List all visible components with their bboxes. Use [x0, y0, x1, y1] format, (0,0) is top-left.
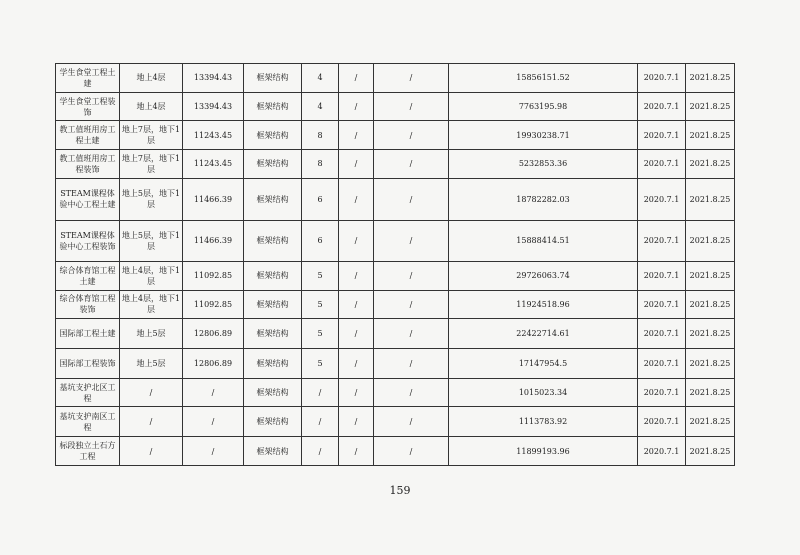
project-name-cell: 基坑支护北区工程: [56, 378, 120, 407]
start-date-cell: 2020.7.1: [638, 220, 686, 261]
col7-cell: /: [374, 150, 449, 179]
floors-cell: 地上7层，地下1层: [120, 121, 183, 150]
end-date-cell: 2021.8.25: [686, 261, 735, 290]
structure-cell: 框架结构: [244, 378, 302, 407]
project-name-cell: 标段独立土石方工程: [56, 437, 120, 466]
area-cell: 13394.43: [183, 64, 244, 93]
project-name-cell: STEAM课程体验中心工程土建: [56, 178, 120, 220]
amount-cell: 1113783.92: [449, 407, 638, 437]
project-table: [55, 63, 735, 466]
structure-cell: 框架结构: [244, 64, 302, 93]
floors-cell: 地上5层，地下1层: [120, 178, 183, 220]
area-cell: 12806.89: [183, 349, 244, 379]
table-row: [56, 261, 735, 290]
project-name-cell: 综合体育馆工程装饰: [56, 290, 120, 319]
project-name-cell: 综合体育馆工程土建: [56, 261, 120, 290]
start-date-cell: 2020.7.1: [638, 378, 686, 407]
area-cell: 11243.45: [183, 150, 244, 179]
area-cell: 11092.85: [183, 290, 244, 319]
project-name-cell: 学生食堂工程土建: [56, 64, 120, 93]
col7-cell: /: [374, 121, 449, 150]
end-date-cell: 2021.8.25: [686, 92, 735, 121]
col6-cell: /: [339, 261, 374, 290]
amount-cell: 15888414.51: [449, 220, 638, 261]
project-name-cell: 教工值班用房工程土建: [56, 121, 120, 150]
count-cell: /: [302, 437, 339, 466]
col7-cell: /: [374, 261, 449, 290]
area-cell: /: [183, 378, 244, 407]
area-cell: 12806.89: [183, 319, 244, 349]
floors-cell: 地上7层，地下1层: [120, 150, 183, 179]
table-row: [56, 64, 735, 93]
count-cell: 4: [302, 92, 339, 121]
area-cell: 11466.39: [183, 178, 244, 220]
floors-cell: /: [120, 378, 183, 407]
col7-cell: /: [374, 407, 449, 437]
amount-cell: 22422714.61: [449, 319, 638, 349]
col6-cell: /: [339, 121, 374, 150]
project-name-cell: 教工值班用房工程装饰: [56, 150, 120, 179]
end-date-cell: 2021.8.25: [686, 407, 735, 437]
table-row: [56, 290, 735, 319]
floors-cell: /: [120, 407, 183, 437]
count-cell: 5: [302, 261, 339, 290]
area-cell: 11466.39: [183, 220, 244, 261]
col7-cell: /: [374, 64, 449, 93]
structure-cell: 框架结构: [244, 290, 302, 319]
floors-cell: 地上4层，地下1层: [120, 261, 183, 290]
col7-cell: /: [374, 178, 449, 220]
table-row: [56, 319, 735, 349]
floors-cell: 地上5层: [120, 319, 183, 349]
end-date-cell: 2021.8.25: [686, 178, 735, 220]
structure-cell: 框架结构: [244, 319, 302, 349]
end-date-cell: 2021.8.25: [686, 319, 735, 349]
col7-cell: /: [374, 378, 449, 407]
col6-cell: /: [339, 92, 374, 121]
structure-cell: 框架结构: [244, 437, 302, 466]
table-row: [56, 92, 735, 121]
amount-cell: 19930238.71: [449, 121, 638, 150]
table-row: [56, 407, 735, 437]
count-cell: /: [302, 378, 339, 407]
col7-cell: /: [374, 319, 449, 349]
area-cell: 11092.85: [183, 261, 244, 290]
end-date-cell: 2021.8.25: [686, 64, 735, 93]
table-row: [56, 349, 735, 379]
start-date-cell: 2020.7.1: [638, 92, 686, 121]
floors-cell: 地上4层: [120, 92, 183, 121]
table-row: [56, 121, 735, 150]
page-number: 159: [389, 484, 411, 497]
col6-cell: /: [339, 64, 374, 93]
end-date-cell: 2021.8.25: [686, 378, 735, 407]
end-date-cell: 2021.8.25: [686, 290, 735, 319]
count-cell: 5: [302, 349, 339, 379]
amount-cell: 29726063.74: [449, 261, 638, 290]
amount-cell: 15856151.52: [449, 64, 638, 93]
col6-cell: /: [339, 220, 374, 261]
structure-cell: 框架结构: [244, 178, 302, 220]
amount-cell: 5232853.36: [449, 150, 638, 179]
col7-cell: /: [374, 220, 449, 261]
structure-cell: 框架结构: [244, 220, 302, 261]
floors-cell: 地上4层: [120, 64, 183, 93]
count-cell: 5: [302, 319, 339, 349]
count-cell: 8: [302, 150, 339, 179]
amount-cell: 11899193.96: [449, 437, 638, 466]
start-date-cell: 2020.7.1: [638, 349, 686, 379]
area-cell: /: [183, 407, 244, 437]
col6-cell: /: [339, 407, 374, 437]
structure-cell: 框架结构: [244, 261, 302, 290]
start-date-cell: 2020.7.1: [638, 64, 686, 93]
start-date-cell: 2020.7.1: [638, 261, 686, 290]
col7-cell: /: [374, 437, 449, 466]
count-cell: 6: [302, 178, 339, 220]
col6-cell: /: [339, 319, 374, 349]
area-cell: /: [183, 437, 244, 466]
col7-cell: /: [374, 290, 449, 319]
floors-cell: 地上4层，地下1层: [120, 290, 183, 319]
table-row: [56, 150, 735, 179]
table-row: [56, 178, 735, 220]
count-cell: 8: [302, 121, 339, 150]
col6-cell: /: [339, 378, 374, 407]
amount-cell: 1015023.34: [449, 378, 638, 407]
col6-cell: /: [339, 290, 374, 319]
structure-cell: 框架结构: [244, 150, 302, 179]
start-date-cell: 2020.7.1: [638, 437, 686, 466]
col6-cell: /: [339, 349, 374, 379]
col6-cell: /: [339, 437, 374, 466]
table-row: [56, 437, 735, 466]
end-date-cell: 2021.8.25: [686, 349, 735, 379]
project-name-cell: 国际部工程装饰: [56, 349, 120, 379]
table-body: [56, 64, 735, 466]
count-cell: 6: [302, 220, 339, 261]
project-name-cell: 学生食堂工程装饰: [56, 92, 120, 121]
structure-cell: 框架结构: [244, 121, 302, 150]
floors-cell: /: [120, 437, 183, 466]
floors-cell: 地上5层，地下1层: [120, 220, 183, 261]
col7-cell: /: [374, 349, 449, 379]
count-cell: 5: [302, 290, 339, 319]
amount-cell: 18782282.03: [449, 178, 638, 220]
start-date-cell: 2020.7.1: [638, 121, 686, 150]
project-name-cell: 基坑支护南区工程: [56, 407, 120, 437]
structure-cell: 框架结构: [244, 407, 302, 437]
start-date-cell: 2020.7.1: [638, 319, 686, 349]
col6-cell: /: [339, 150, 374, 179]
project-name-cell: STEAM课程体验中心工程装饰: [56, 220, 120, 261]
start-date-cell: 2020.7.1: [638, 290, 686, 319]
start-date-cell: 2020.7.1: [638, 178, 686, 220]
table-row: [56, 220, 735, 261]
end-date-cell: 2021.8.25: [686, 121, 735, 150]
table-row: [56, 378, 735, 407]
area-cell: 11243.45: [183, 121, 244, 150]
col7-cell: /: [374, 92, 449, 121]
end-date-cell: 2021.8.25: [686, 220, 735, 261]
end-date-cell: 2021.8.25: [686, 150, 735, 179]
end-date-cell: 2021.8.25: [686, 437, 735, 466]
col6-cell: /: [339, 178, 374, 220]
structure-cell: 框架结构: [244, 92, 302, 121]
structure-cell: 框架结构: [244, 349, 302, 379]
count-cell: /: [302, 407, 339, 437]
project-name-cell: 国际部工程土建: [56, 319, 120, 349]
area-cell: 13394.43: [183, 92, 244, 121]
count-cell: 4: [302, 64, 339, 93]
start-date-cell: 2020.7.1: [638, 150, 686, 179]
amount-cell: 7763195.98: [449, 92, 638, 121]
floors-cell: 地上5层: [120, 349, 183, 379]
amount-cell: 17147954.5: [449, 349, 638, 379]
amount-cell: 11924518.96: [449, 290, 638, 319]
start-date-cell: 2020.7.1: [638, 407, 686, 437]
